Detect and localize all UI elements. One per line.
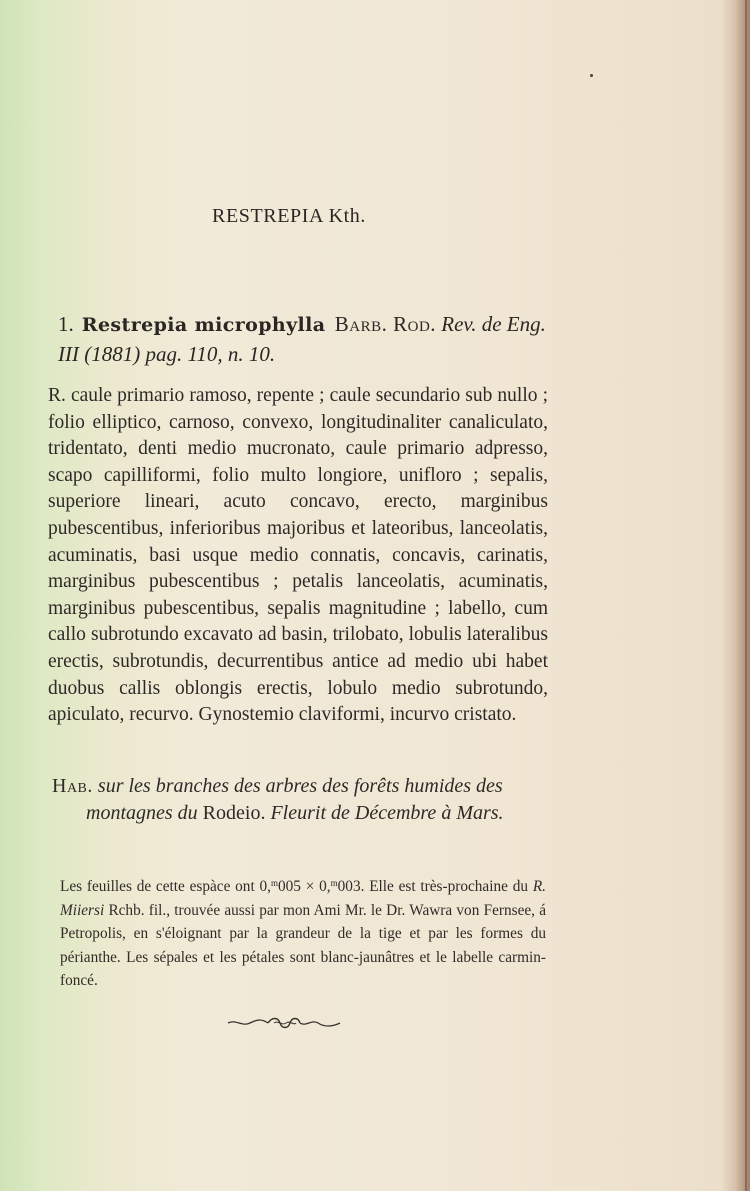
- entry-number: 1.: [58, 312, 74, 336]
- page-edge: [745, 0, 747, 1191]
- species-name: Restrepia microphylla: [81, 314, 326, 336]
- note-part-3: 003. Elle est très-prochaine du: [337, 878, 529, 895]
- diagnosis-text: R. caule primario ramoso, repente ; caule secundario sub nullo ; folio elliptico, carnoso, convexo, longitudinaliter canaliculato, tridentato, denti medio mucronato, caule primario adpresso, scapo capilliformi, folio multo longiore, unifloro ; sepalis, superiore lineari, acuto concavo, erecto, marginibus pubescentibus, inferioribus majoribus et lateoribus, lanceolatis, acuminatis, basi usque medio connatis, concavis, carinatis, marginibus pubescentibus ; petalis lanceolatis, acuminatis, marginibus pubescentibus, sepalis magnitudine ; labello, cum callo subrotundo excavato ad basin, trilobato, lobulis lateralibus erectis, subrotundis, decurrentibus antice ad medio ubi habet duobus callis oblongis erectis, lobulo medio subrotundo, apiculato, recurvo. Gynostemio claviformi, incurvo cristato.: [48, 385, 548, 726]
- species-author: Barb. Rod.: [334, 312, 437, 336]
- literature-reference: Rev. de Eng. III (1881) pag. 110, n. 10.: [58, 312, 546, 366]
- flowering-text: Fleurit de Décembre à Mars.: [270, 801, 504, 824]
- species-entry-title: [58, 310, 558, 369]
- habitat-text: sur les branches des arbres des forêts humides des montagnes du: [86, 775, 503, 824]
- note-part-1: Les feuilles de cette espàce ont 0,: [60, 878, 271, 895]
- habitat-label: Hab.: [52, 775, 93, 797]
- note-unit-2: m: [330, 878, 338, 888]
- note-part-4: Rchb. fil., trouvée aussi par mon Ami Mr. le Dr. Wawra von Fernsee, á Petropolis, en s'éloignant par la grandeur de la tige et par les formes du périanthe. Les sépales et les pétales sont blanc-jaunâtres et le labelle carmin-foncé.: [60, 901, 546, 990]
- note-unit-1: m: [270, 878, 278, 888]
- latin-diagnosis: [33, 383, 548, 729]
- habitat-paragraph: [52, 773, 586, 826]
- print-speck: [590, 74, 593, 77]
- genus-heading: RESTREPIA Kth.: [212, 205, 366, 227]
- habitat-place: Rodeio.: [202, 801, 266, 824]
- note-part-2: 005 × 0,: [277, 878, 331, 895]
- section-end-ornament: [226, 1013, 342, 1033]
- note-species: R. Miiersi: [60, 878, 546, 919]
- french-note: [34, 872, 546, 993]
- note-text: [34, 872, 546, 993]
